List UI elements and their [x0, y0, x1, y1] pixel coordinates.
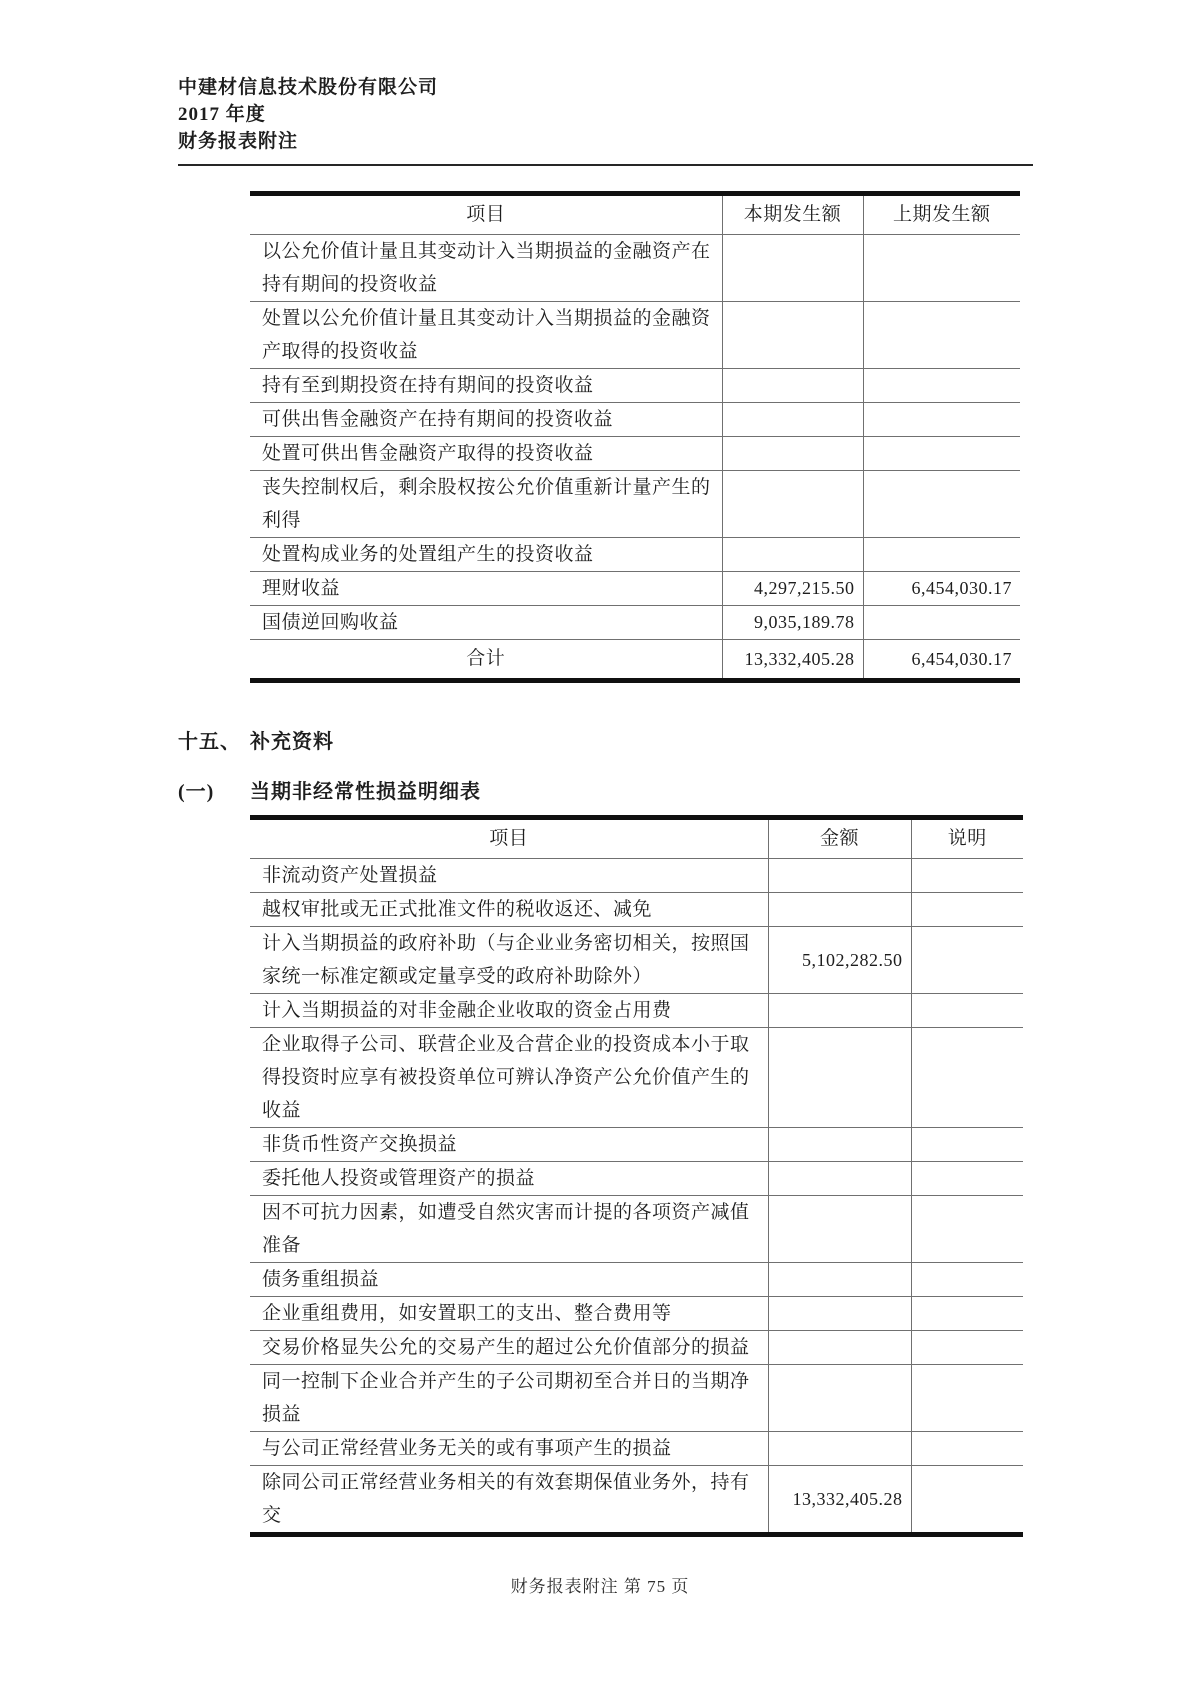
table-row [250, 1297, 1023, 1331]
amount-cell [768, 1196, 911, 1263]
amount-cell [768, 1263, 911, 1297]
header-rule [178, 164, 1033, 166]
item-cell: 处置构成业务的处置组产生的投资收益 [262, 544, 594, 565]
prior-amount-cell [863, 437, 1020, 471]
item-cell: 企业取得子公司、联营企业及合营企业的投资成本小于取得投资时应享有被投资单位可辨认净资产公允价值产生的收益 [262, 1034, 750, 1121]
table-row [250, 302, 1020, 369]
nonrecurring-pl-table [250, 815, 1023, 1537]
note-cell [911, 893, 1023, 927]
table-row [250, 1263, 1023, 1297]
page-header [178, 74, 1200, 166]
item-cell: 计入当期损益的政府补助（与企业业务密切相关，按照国家统一标准定额或定量享受的政府补助除外） [262, 933, 750, 987]
item-cell: 委托他人投资或管理资产的损益 [262, 1168, 536, 1189]
column-header-item: 项目 [489, 828, 529, 849]
current-amount-cell [722, 235, 863, 302]
total-prior-cell: 6,454,030.17 [863, 640, 1020, 681]
amount-cell [768, 1331, 911, 1365]
fiscal-year: 2017 年度 [178, 104, 266, 125]
table-header-row [250, 194, 1020, 235]
amount-cell [768, 859, 911, 893]
current-amount-cell [722, 403, 863, 437]
investment-income-table [250, 191, 1020, 683]
table-row [250, 538, 1020, 572]
note-cell [911, 1466, 1023, 1535]
item-cell: 以公允价值计量且其变动计入当期损益的金融资产在持有期间的投资收益 [262, 241, 711, 295]
table-row [250, 859, 1023, 893]
table-header-row [250, 818, 1023, 859]
item-cell: 与公司正常经营业务无关的或有事项产生的损益 [262, 1438, 672, 1459]
current-amount-cell [722, 302, 863, 369]
column-header-current: 本期发生额 [722, 194, 863, 235]
section-title: 补充资料 [250, 731, 334, 753]
note-cell [911, 859, 1023, 893]
amount-cell: 5,102,282.50 [768, 927, 911, 994]
note-cell [911, 1331, 1023, 1365]
prior-amount-cell [863, 369, 1020, 403]
column-header-note: 说明 [911, 818, 1023, 859]
amount-cell [768, 1128, 911, 1162]
company-name: 中建材信息技术股份有限公司 [178, 77, 439, 98]
total-current-cell: 13,332,405.28 [722, 640, 863, 681]
note-cell [911, 1128, 1023, 1162]
table-row [250, 1432, 1023, 1466]
column-header-amount: 金额 [768, 818, 911, 859]
note-cell [911, 1196, 1023, 1263]
prior-amount-cell [863, 606, 1020, 640]
item-cell: 非流动资产处置损益 [262, 865, 438, 886]
item-cell: 理财收益 [262, 578, 341, 599]
amount-cell [768, 1297, 911, 1331]
table-row [250, 572, 1020, 606]
note-cell [911, 1365, 1023, 1432]
current-amount-cell [722, 471, 863, 538]
note-cell [911, 927, 1023, 994]
amount-cell [768, 1028, 911, 1128]
section-number: 十五、 [178, 731, 241, 753]
item-cell: 除同公司正常经营业务相关的有效套期保值业务外，持有交 [262, 1472, 750, 1526]
current-amount-cell [722, 369, 863, 403]
prior-amount-cell [863, 403, 1020, 437]
prior-amount-cell: 6,454,030.17 [863, 572, 1020, 606]
amount-cell [768, 893, 911, 927]
note-cell [911, 1263, 1023, 1297]
item-cell: 企业重组费用，如安置职工的支出、整合费用等 [262, 1303, 672, 1324]
current-amount-cell: 4,297,215.50 [722, 572, 863, 606]
amount-cell: 13,332,405.28 [768, 1466, 911, 1535]
total-label-cell: 合计 [466, 648, 506, 669]
prior-amount-cell [863, 302, 1020, 369]
table-row [250, 1028, 1023, 1128]
table-row [250, 1331, 1023, 1365]
prior-amount-cell [863, 471, 1020, 538]
table-row [250, 1128, 1023, 1162]
current-amount-cell [722, 538, 863, 572]
amount-cell [768, 994, 911, 1028]
amount-cell [768, 1432, 911, 1466]
prior-amount-cell [863, 235, 1020, 302]
subsection-heading-nonrecurring [178, 775, 1200, 804]
note-cell [911, 1162, 1023, 1196]
column-header-prior: 上期发生额 [863, 194, 1020, 235]
subsection-number: (一) [178, 781, 215, 803]
current-amount-cell [722, 437, 863, 471]
item-cell: 同一控制下企业合并产生的子公司期初至合并日的当期净损益 [262, 1371, 750, 1425]
table-row [250, 1196, 1023, 1263]
prior-amount-cell [863, 538, 1020, 572]
table-row [250, 606, 1020, 640]
table-row [250, 471, 1020, 538]
table-row [250, 1365, 1023, 1432]
table-row [250, 927, 1023, 994]
item-cell: 债务重组损益 [262, 1269, 380, 1290]
item-cell: 国债逆回购收益 [262, 612, 399, 633]
note-cell [911, 1432, 1023, 1466]
table-row [250, 235, 1020, 302]
table-row [250, 369, 1020, 403]
amount-cell [768, 1365, 911, 1432]
section-heading-supplement [178, 725, 1200, 754]
amount-cell [768, 1162, 911, 1196]
subsection-title: 当期非经常性损益明细表 [250, 781, 481, 803]
item-cell: 越权审批或无正式批准文件的税收返还、减免 [262, 899, 653, 920]
item-cell: 可供出售金融资产在持有期间的投资收益 [262, 409, 614, 430]
note-cell [911, 1297, 1023, 1331]
table-total-row [250, 640, 1020, 681]
page-footer: 财务报表附注 第 75 页 [510, 1577, 690, 1596]
table-row [250, 893, 1023, 927]
table-row [250, 403, 1020, 437]
item-cell: 计入当期损益的对非金融企业收取的资金占用费 [262, 1000, 672, 1021]
document-title: 财务报表附注 [178, 131, 299, 152]
item-cell: 处置以公允价值计量且其变动计入当期损益的金融资产取得的投资收益 [262, 308, 711, 362]
note-cell [911, 1028, 1023, 1128]
table-row [250, 1466, 1023, 1535]
table-row [250, 1162, 1023, 1196]
column-header-item: 项目 [466, 204, 506, 225]
table-row [250, 994, 1023, 1028]
item-cell: 非货币性资产交换损益 [262, 1134, 458, 1155]
item-cell: 因不可抗力因素，如遭受自然灾害而计提的各项资产减值准备 [262, 1202, 750, 1256]
item-cell: 丧失控制权后，剩余股权按公允价值重新计量产生的利得 [262, 477, 711, 531]
note-cell [911, 994, 1023, 1028]
current-amount-cell: 9,035,189.78 [722, 606, 863, 640]
table-row [250, 437, 1020, 471]
item-cell: 持有至到期投资在持有期间的投资收益 [262, 375, 594, 396]
item-cell: 交易价格显失公允的交易产生的超过公允价值部分的损益 [262, 1337, 750, 1358]
item-cell: 处置可供出售金融资产取得的投资收益 [262, 443, 594, 464]
